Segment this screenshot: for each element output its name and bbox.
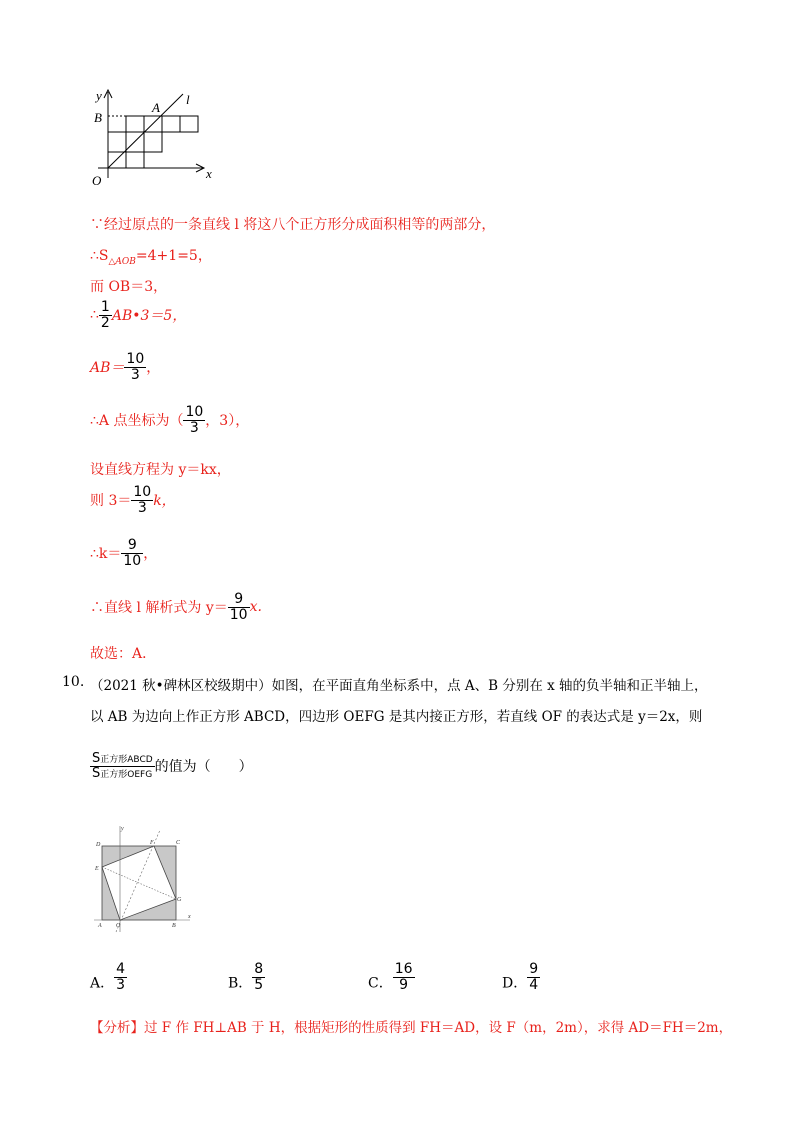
solution-line-6: ∴A 点坐标为（ $\frac{10}{3}$ ，3）， [90, 404, 250, 436]
solution-line-11: 故选：A． [90, 646, 157, 662]
option-d[interactable]: D． $\frac{9}{4}$ [502, 961, 539, 993]
y-label: y [96, 88, 102, 103]
svg-text:C: C [176, 840, 181, 846]
solution-line-9: ∴k＝ $\frac{9}{10}$ ， [90, 537, 158, 569]
x-label: x [206, 166, 212, 181]
solution-line-2: $\therefore S_{\triangle AOB}=4+1=5$， [90, 248, 212, 267]
figure-inscribed-square [92, 822, 194, 934]
figure-squares-grid [88, 86, 218, 190]
svg-text:F: F [150, 840, 154, 846]
solution-line-5: AB＝ $\frac{10}{3}$ ， [90, 351, 161, 383]
solution-line-10: ∴直线 l 解析式为 y＝ $\frac{9}{10}$ x. [90, 591, 262, 623]
question-line-1: （2021 秋•碑林区校级期中）如图，在平面直角坐标系中，点 A、B 分别在 x 轴的负半轴和正半轴上， [90, 678, 708, 694]
solution-line-7: 设直线方程为 y＝kx， [90, 462, 231, 478]
solution-line-3: 而 OB＝3， [90, 279, 168, 295]
analysis-line: 【分析】过 F 作 FH⊥AB 于 H，根据矩形的性质得到 FH＝AD，设 F（m，2m），求得 AD＝FH＝2m， [90, 1020, 733, 1036]
solution-line-8: 则 3＝ $\frac{10}{3}$ k， [90, 484, 176, 516]
l-label: l [186, 92, 190, 107]
question-line-2: 以 AB 为边向上作正方形 ABCD，四边形 OEFG 是其内接正方形，若直线 OF 的表达式是 y＝2x，则 [90, 709, 703, 725]
solution-line-4: ∴ $\frac{1}{2}$ AB•3＝5， [90, 299, 187, 331]
svg-text:y: y [121, 826, 124, 832]
svg-text:A: A [98, 923, 102, 929]
b-label: B [94, 110, 102, 125]
option-a[interactable]: A． $\frac{4}{3}$ [90, 961, 126, 993]
origin-label: O [92, 173, 102, 188]
line-l [108, 94, 183, 168]
question-number: 10. [62, 674, 85, 690]
svg-text:x: x [188, 914, 191, 920]
svg-text:D: D [96, 842, 101, 848]
svg-text:E: E [95, 866, 99, 872]
a-label: A [152, 100, 160, 115]
svg-text:G: G [177, 897, 182, 903]
option-c[interactable]: C． $\frac{16}{9}$ [368, 961, 413, 993]
solution-line-1: ∵经过原点的一条直线 l 将这八个正方形分成面积相等的两部分， [90, 217, 496, 233]
svg-text:B: B [172, 923, 176, 929]
svg-text:O: O [116, 923, 121, 929]
option-b[interactable]: B． $\frac{8}{5}$ [228, 961, 264, 993]
question-area-ratio: $\frac{\text{S正方形ABCD}}{\text{S正方形OEFG}}$ 的值为（ ） [92, 751, 253, 781]
